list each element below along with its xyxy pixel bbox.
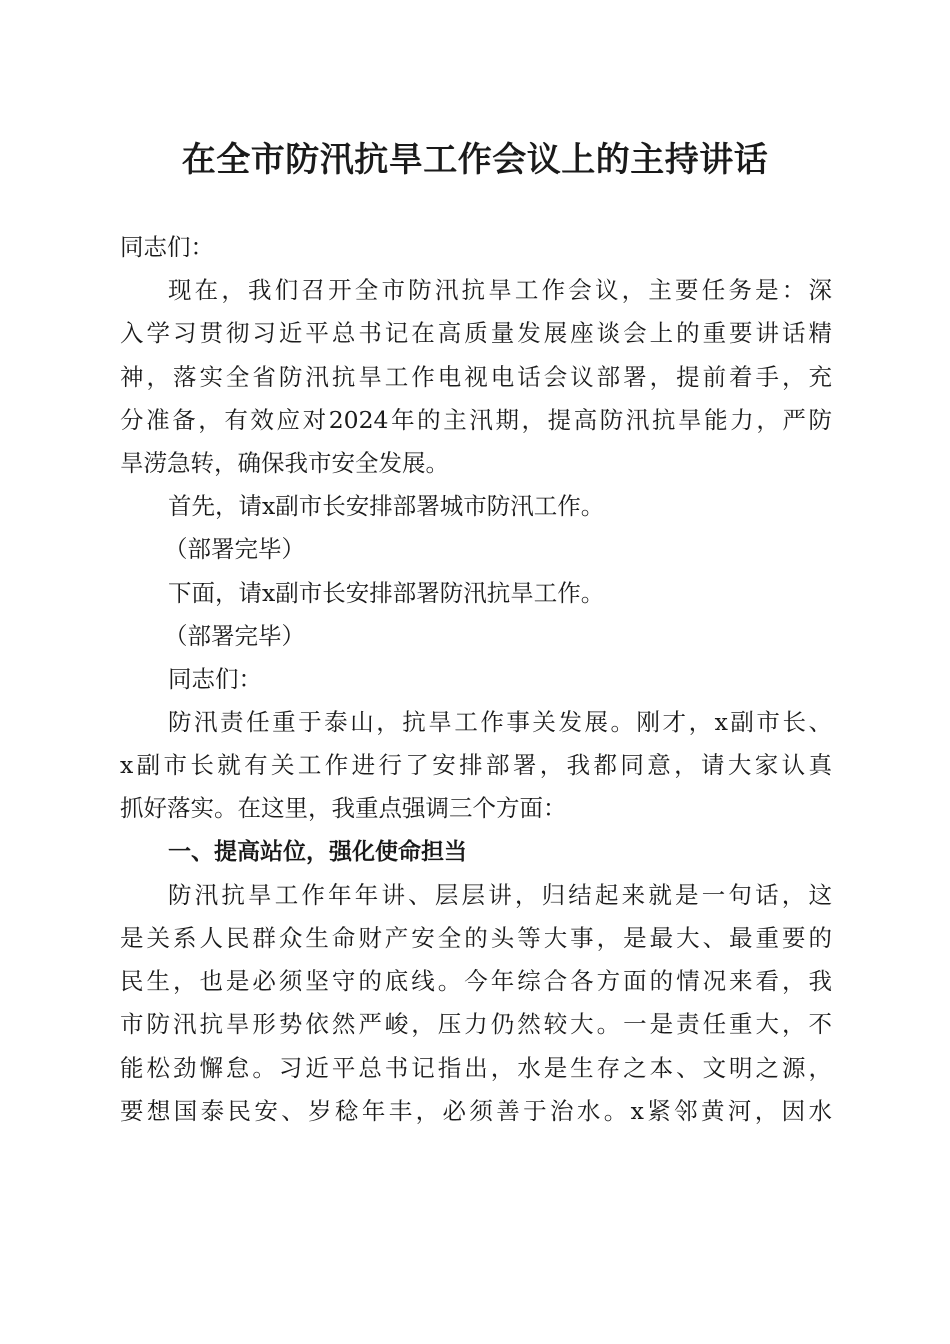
paragraph-line: 市防汛抗旱形势依然严峻，压力仍然较大。一是责任重大，不 [120, 1010, 832, 1039]
paragraph-line: 要想国泰民安、岁稔年丰，必须善于治水。x紧邻黄河，因水 [120, 1096, 832, 1125]
paragraph-line: 现在，我们召开全市防汛抗旱工作会议，主要任务是：深 [168, 276, 832, 305]
paragraph-line: 抓好落实。在这里，我重点强调三个方面： [120, 794, 567, 823]
document-title: 在全市防汛抗旱工作会议上的主持讲话 [181, 140, 769, 180]
paragraph-line: 防汛责任重于泰山，抗旱工作事关发展。刚才，x副市长、 [168, 708, 832, 737]
paragraph-line: 旱涝急转，确保我市安全发展。 [120, 448, 449, 477]
paragraph-line: 分准备，有效应对2024年的主汛期，提高防汛抗旱能力，严防 [120, 405, 832, 434]
salutation: 同志们： [120, 233, 214, 261]
paragraph-line: 神，落实全省防汛抗旱工作电视电话会议部署，提前着手，充 [120, 362, 832, 391]
paragraph-line: 民生，也是必须坚守的底线。今年综合各方面的情况来看，我 [120, 967, 832, 996]
paragraph-line: 能松劲懈怠。习近平总书记指出，水是生存之本、文明之源， [120, 1053, 832, 1082]
stage-note: （部署完毕） [164, 535, 305, 564]
paragraph-line: 防汛抗旱工作年年讲、层层讲，归结起来就是一句话，这 [168, 880, 832, 909]
paragraph-line: x副市长就有关工作进行了安排部署，我都同意，请大家认真 [120, 751, 832, 780]
section-heading: 一、提高站位，强化使命担当 [168, 838, 467, 865]
salutation: 同志们： [168, 664, 262, 693]
paragraph-line: 首先，请x副市长安排部署城市防汛工作。 [168, 492, 605, 521]
document-body [120, 226, 832, 1133]
paragraph-line: 下面，请x副市长安排部署防汛抗旱工作。 [168, 578, 605, 607]
paragraph-line: 是关系人民群众生命财产安全的头等大事，是最大、最重要的 [120, 924, 832, 952]
stage-note: （部署完毕） [164, 621, 305, 650]
paragraph-line: 入学习贯彻习近平总书记在高质量发展座谈会上的重要讲话精 [120, 319, 832, 348]
